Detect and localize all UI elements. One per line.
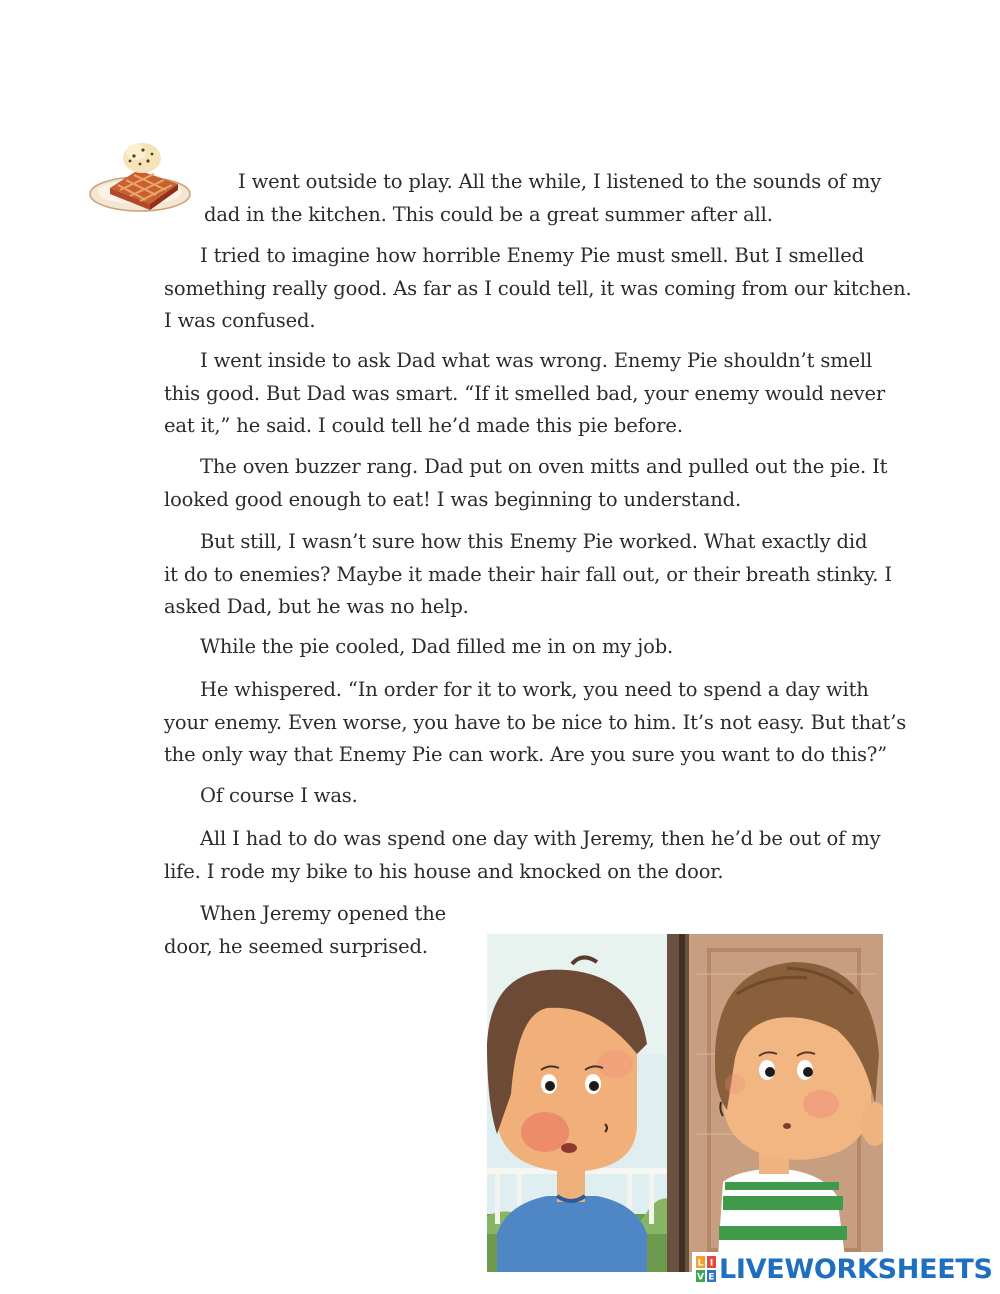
story-line: I went outside to play. All the while, I listened to the sounds of my <box>238 170 882 193</box>
story-line: He whispered. “In order for it to work, you need to spend a day with <box>200 678 869 701</box>
story-paragraph-4 <box>164 451 887 516</box>
liveworksheets-logo-icon <box>696 1256 716 1282</box>
story-line: looked good enough to eat! I was beginning to understand. <box>164 487 742 511</box>
story-paragraph-6 <box>164 631 673 664</box>
story-line: the only way that Enemy Pie can work. Are you sure you want to do this?” <box>164 743 888 766</box>
story-line: Of course I was. <box>200 784 358 807</box>
story-paragraph-3 <box>164 345 885 443</box>
svg-text:I: I <box>709 1258 714 1269</box>
story-paragraph-2 <box>164 240 912 338</box>
story-line: But still, I wasn’t sure how this Enemy Pie worked. What exactly did <box>200 530 868 553</box>
story-line: dad in the kitchen. This could be a great summer after all. <box>204 202 773 226</box>
story-line: All I had to do was spend one day with Jeremy, then he’d be out of my <box>200 827 881 850</box>
story-line: life. I rode my bike to his house and knocked on the door. <box>164 859 724 883</box>
story-line: I tried to imagine how horrible Enemy Pie must smell. But I smelled <box>200 244 864 267</box>
pie-icon <box>88 130 194 216</box>
story-line: it do to enemies? Maybe it made their hair fall out, or their breath stinky. I <box>164 562 892 586</box>
story-line: eat it,” he said. I could tell he’d made this pie before. <box>164 414 683 437</box>
story-paragraph-8 <box>164 780 358 813</box>
story-line: your enemy. Even worse, you have to be nice to him. It’s not easy. But that’s <box>164 710 907 734</box>
story-paragraph-9 <box>164 823 880 888</box>
liveworksheets-wordmark: LIVEWORKSHEETS <box>719 1253 993 1285</box>
svg-text:E: E <box>708 1272 715 1282</box>
story-paragraph-5 <box>164 526 892 624</box>
svg-text:V: V <box>697 1272 704 1282</box>
story-illustration <box>487 934 883 1272</box>
story-line: something really good. As far as I could tell, it was coming from our kitchen. <box>164 276 912 300</box>
story-line: this good. But Dad was smart. “If it smelled bad, your enemy would never <box>164 381 886 405</box>
story-line: asked Dad, but he was no help. <box>164 595 469 618</box>
story-line: door, he seemed surprised. <box>164 934 428 958</box>
story-paragraph-7 <box>164 674 906 772</box>
story-line: While the pie cooled, Dad filled me in on my job. <box>200 635 674 658</box>
story-line: I went inside to ask Dad what was wrong. Enemy Pie shouldn’t smell <box>200 349 873 372</box>
story-line: The oven buzzer rang. Dad put on oven mitts and pulled out the pie. It <box>200 455 888 478</box>
story-paragraph-1 <box>204 166 881 231</box>
story-line: When Jeremy opened the <box>200 902 447 925</box>
svg-text:L: L <box>697 1258 704 1269</box>
story-paragraph-10 <box>164 898 446 963</box>
story-line: I was confused. <box>164 309 316 332</box>
liveworksheets-watermark <box>692 1252 997 1286</box>
